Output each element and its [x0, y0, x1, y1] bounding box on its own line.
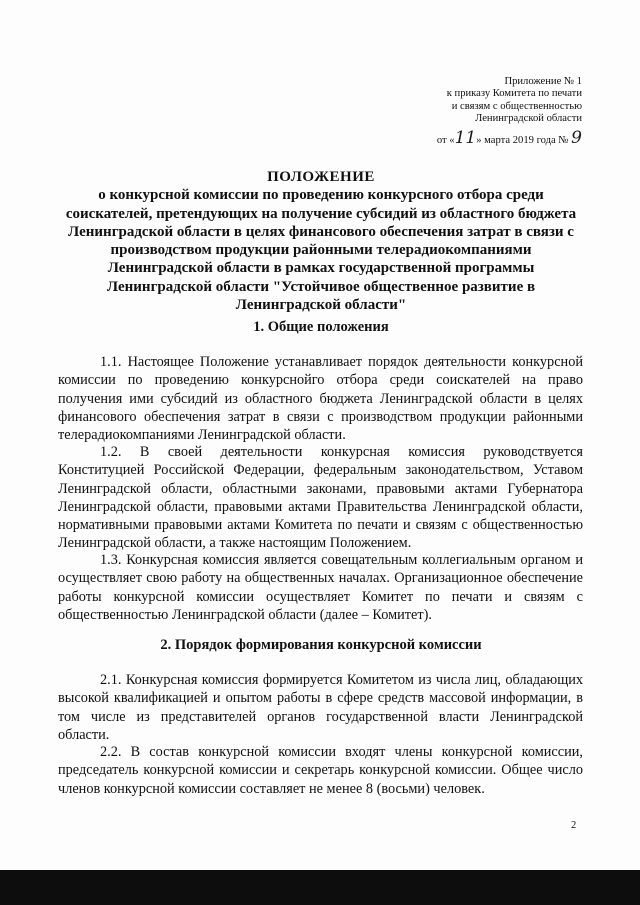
paragraph-1-1: 1.1. Настоящее Положение устанавливает порядок деятельности конкурсной комиссии по проведению конкурснойго отбора среди соискателей на право получения ими субсидий из областного бюджета Ленинградской области в целях финансового обеспечения затрат в связи с производством продукции районными телерадиокомпаниями Ленинградской области.	[58, 354, 583, 444]
paragraph-2-1: 2.1. Конкурсная комиссия формируется Комитетом из числа лиц, обладающих высокой квалификацией и опытом работы в сфере средств массовой информации, в том числе из представителей органов государственной власти Ленинградской области.	[58, 672, 583, 743]
appendix-line-3: и связям с общественностью	[451, 100, 582, 112]
date-middle: » марта 2019 года №	[476, 135, 569, 146]
document-title	[58, 168, 584, 314]
paragraph-2-2: 2.2. В состав конкурсной комиссии входят члены конкурсной комиссии, председатель конкурсной комиссии и секретарь конкурсной комиссии. Общее число членов конкурсной комиссии составляет не менее 8 (восьми) человек.	[58, 744, 583, 797]
section-2-heading: 2. Порядок формирования конкурсной комиссии	[160, 637, 482, 653]
title-subtitle: о конкурсной комиссии по проведению конкурсного отбора среди соискателей, претендующих на получение субсидий из областного бюджета Ленинградской области в целях финансового обеспечения затрат в связи с производством продукции районными телерадиокомпаниями Ленинградской области в рамках государственной программы Ленинградской области "Устойчивое общественное развитие в Ленинградской области"	[65, 187, 577, 314]
date-prefix: от «	[436, 135, 455, 146]
handwritten-day: 11	[454, 128, 477, 148]
handwritten-number: 9	[571, 128, 582, 148]
appendix-note	[380, 76, 582, 125]
paragraph-1-3: 1.3. Конкурсная комиссия является совещательным коллегиальным органом и осуществляет свою работу на общественных началах. Организационное обеспечение работы конкурсной комиссии осуществляет Комитет по печати и связям с общественностью Ленинградской области (далее – Комитет).	[58, 552, 583, 623]
appendix-line-2: к приказу Комитета по печати	[446, 88, 582, 100]
scan-bottom-edge	[0, 870, 640, 905]
appendix-line-1: Приложение № 1	[504, 76, 582, 87]
order-date-line	[380, 128, 582, 148]
appendix-line-4: Ленинградской области	[475, 112, 582, 124]
section-1-heading: 1. Общие положения	[253, 319, 389, 335]
paragraph-1-2: 1.2. В своей деятельности конкурсная комиссия руководствуется Конституцией Российской Федерации, федеральным законодательством, Уставом Ленинградской области, областными законами, правовыми актами Губернатора Ленинградской области, правовыми актами Правительства Ленинградской области, нормативными правовыми актами Комитета по печати и связям с общественностью Ленинградской области, а также настоящим Положением.	[58, 444, 583, 552]
page-number: 2	[571, 820, 577, 831]
title-main: ПОЛОЖЕНИЕ	[267, 169, 375, 185]
